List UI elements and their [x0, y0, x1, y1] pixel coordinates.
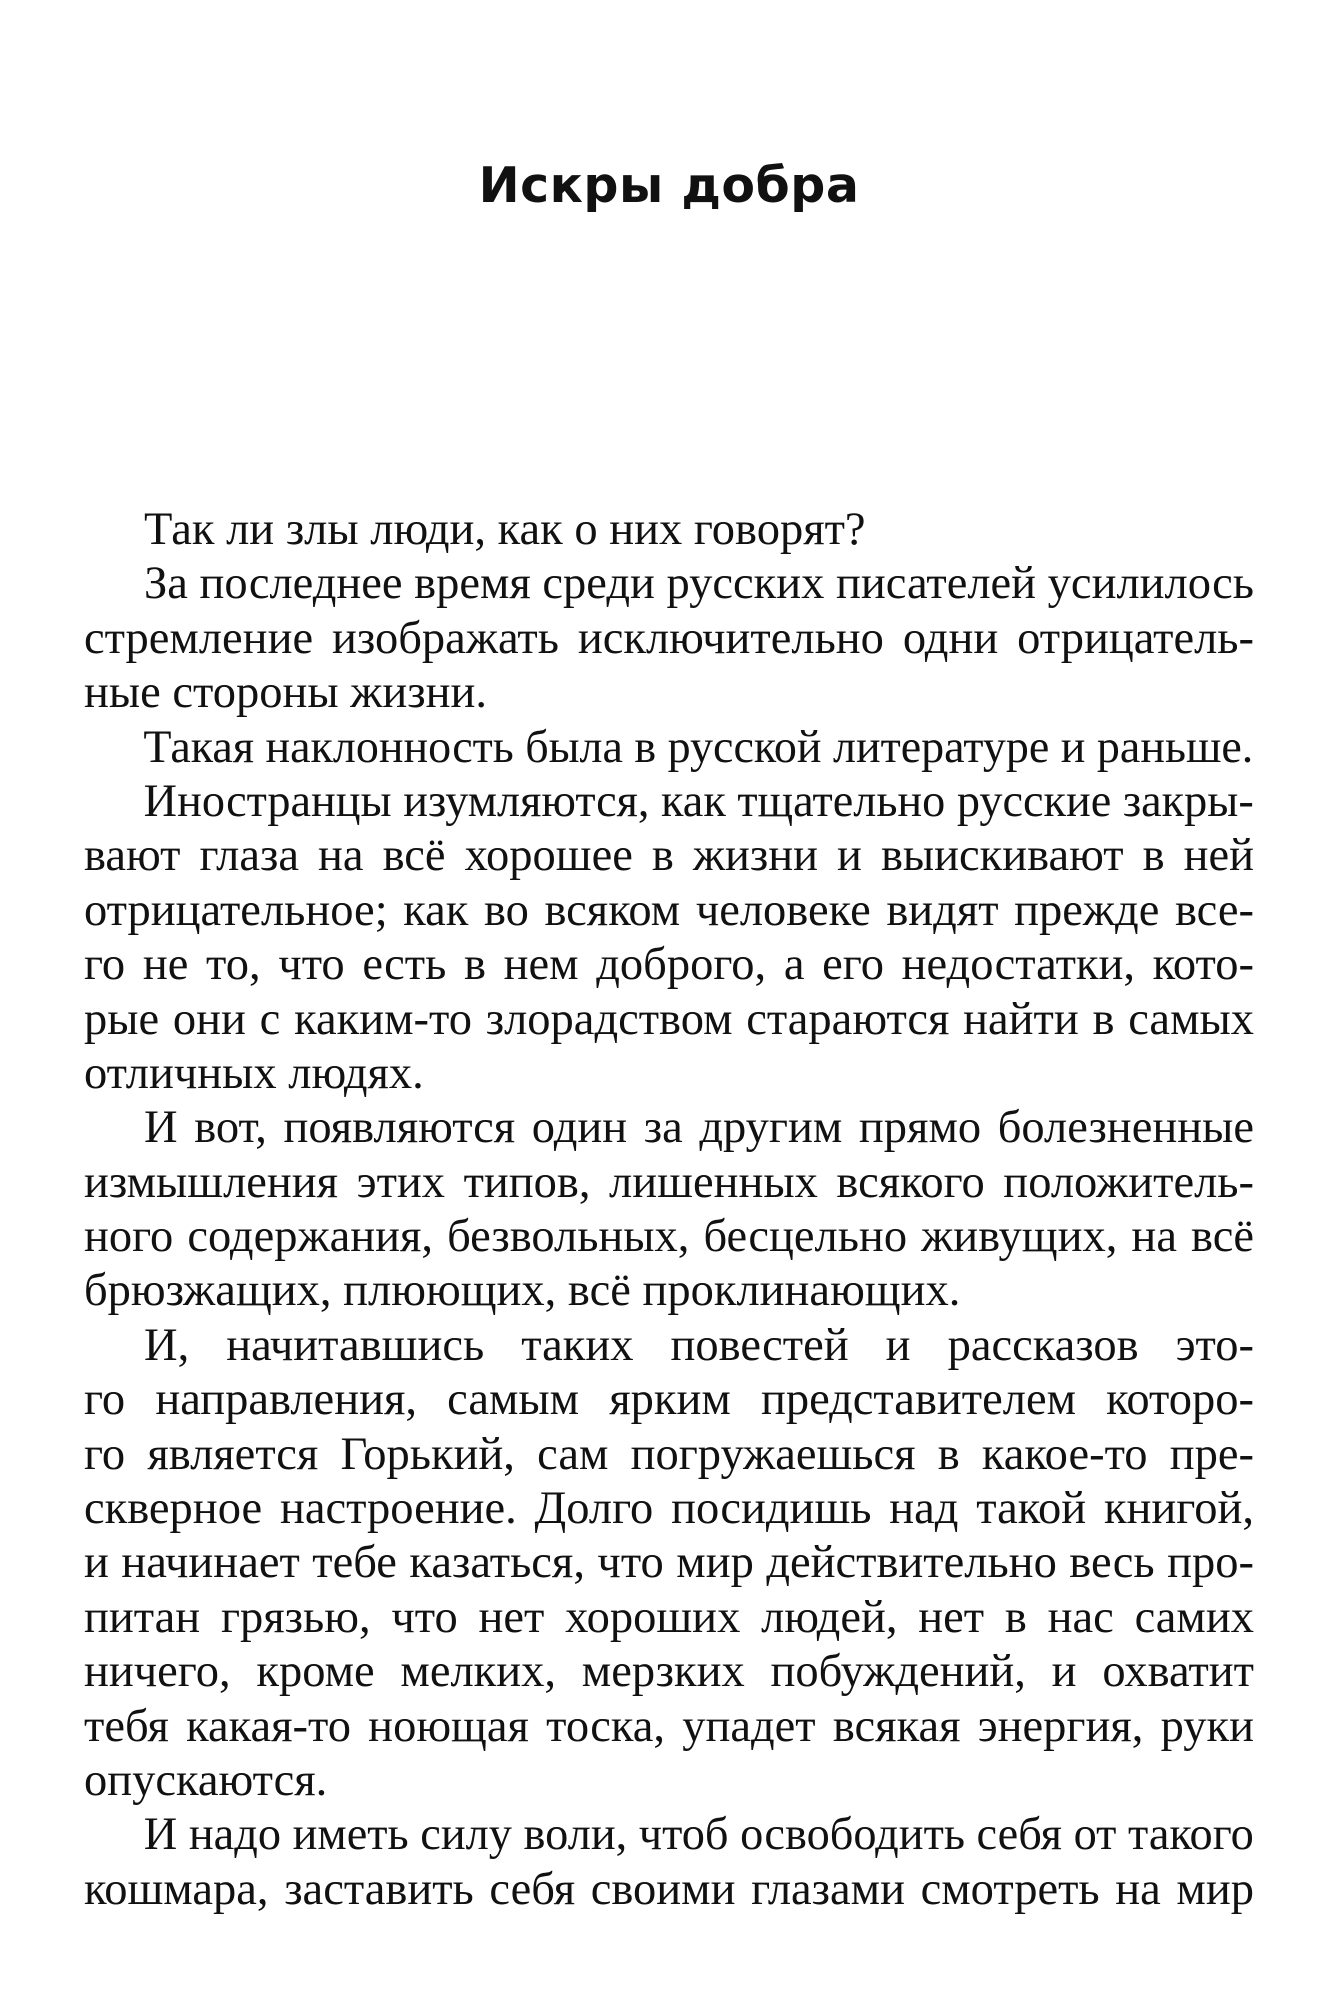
text-line: ного содержания, безвольных, бесцельно живущих, на всё	[84, 1211, 1254, 1263]
text-line: измышления этих типов, лишенных всякого положитель-	[84, 1156, 1254, 1208]
text-line: и начинает тебе казаться, что мир действительно весь про-	[84, 1537, 1254, 1589]
text-line: И вот, появляются один за другим прямо болезненные	[144, 1102, 1254, 1154]
paragraph	[84, 503, 1254, 557]
paragraph	[84, 1319, 1254, 1809]
text-line: И надо иметь силу воли, чтоб освободить себя от такого	[143, 1809, 1254, 1861]
text-line: питан грязью, что нет хороших людей, нет в нас самих	[84, 1591, 1254, 1643]
text-line: брюзжащих, плюющих, всё проклинающих.	[84, 1265, 961, 1317]
text-line: го является Горький, сам погружаешься в какое-то пре-	[84, 1428, 1254, 1480]
paragraph	[84, 721, 1254, 775]
text-line: рые они с каким-то злорадством стараются найти в самых	[84, 993, 1254, 1045]
text-line: И, начитавшись таких повестей и рассказов это-	[144, 1319, 1254, 1371]
text-line: Так ли злы люди, как о них говорят?	[144, 504, 866, 555]
paragraph	[84, 1808, 1254, 1917]
text-line: Такая наклонность была в русской литературе и раньше.	[143, 721, 1254, 773]
paragraph	[84, 775, 1254, 1101]
text-line: скверное настроение. Долго посидишь над такой книгой,	[84, 1483, 1254, 1535]
text-line: За последнее время среди русских писателей усилилось	[143, 558, 1254, 610]
text-line: кошмара, заставить себя своими глазами смотреть на мир	[84, 1863, 1254, 1915]
text-line: стремление изображать исключительно одни отрицатель-	[84, 612, 1254, 664]
body-text	[84, 503, 1254, 1917]
text-line: опускаются.	[84, 1754, 328, 1806]
paragraph	[84, 557, 1254, 720]
text-line: отрицательное; как во всяком человеке видят прежде все-	[84, 884, 1254, 936]
text-line: Иностранцы изумляются, как тщательно русские закры-	[143, 775, 1254, 827]
text-line: го направления, самым ярким представителем которо-	[84, 1374, 1254, 1426]
text-line: вают глаза на всё хорошее в жизни и выискивают в ней	[84, 830, 1254, 882]
paragraph	[84, 1101, 1254, 1319]
text-line: ничего, кроме мелких, мерзких побуждений, и охватит	[84, 1646, 1254, 1698]
chapter-title: Искры добра	[478, 157, 860, 214]
text-line: тебя какая-то ноющая тоска, упадет всякая энергия, руки	[84, 1700, 1254, 1752]
text-line: ные стороны жизни.	[84, 667, 488, 719]
text-line: го не то, что есть в нем доброго, а его недостатки, кото-	[84, 939, 1254, 991]
text-line: отличных людях.	[84, 1047, 424, 1099]
